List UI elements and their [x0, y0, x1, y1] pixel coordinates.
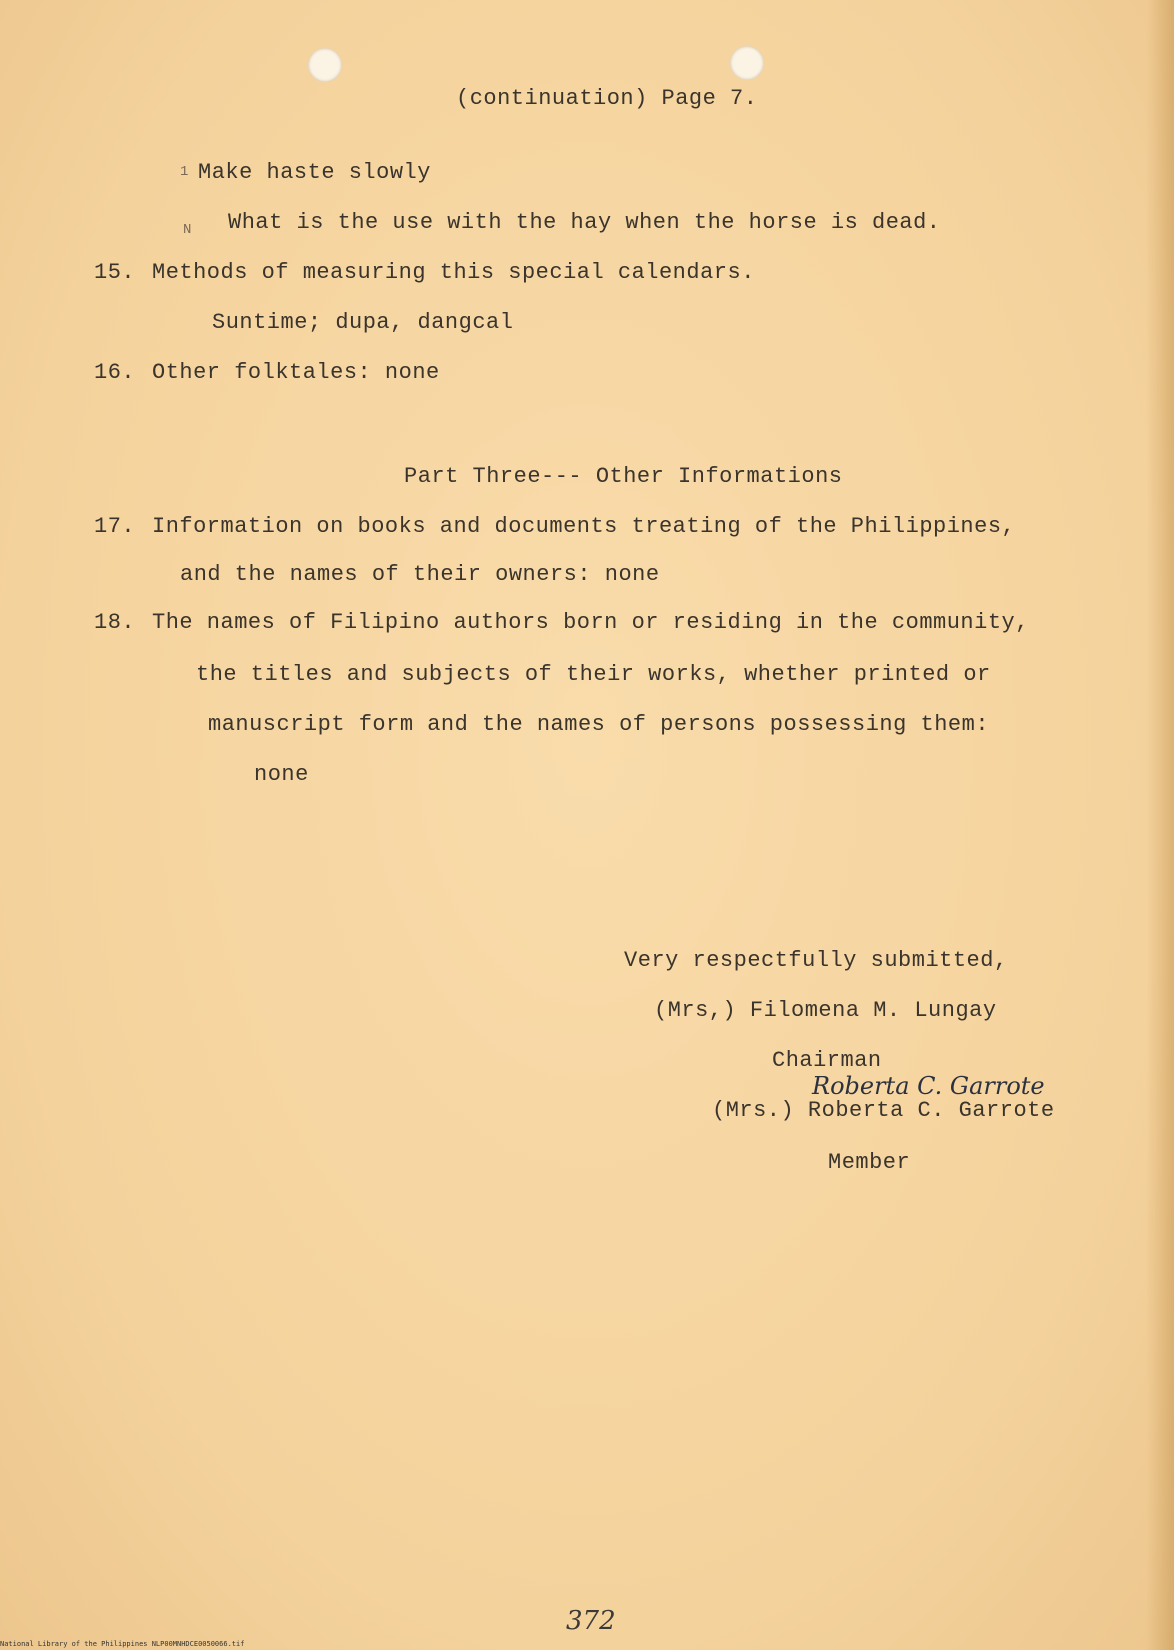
page-number: 372 — [566, 1606, 616, 1636]
section-18-line-4: none — [254, 762, 309, 787]
proverb-2: What is the use with the hay when the horse is dead. — [228, 210, 941, 235]
member-signature: Roberta C. Garrote — [812, 1072, 1045, 1100]
section-15-number: 15. — [94, 260, 136, 285]
section-18-line-3: manuscript form and the names of persons possessing them: — [208, 712, 990, 737]
section-16-label: Other folktales: none — [152, 360, 440, 385]
section-17-number: 17. — [94, 514, 136, 539]
section-17-line-1: Information on books and documents treating of the Philippines, — [152, 514, 1016, 539]
margin-mark-1: 1 — [180, 164, 189, 180]
section-15-answer: Suntime; dupa, dangcal — [212, 310, 514, 335]
archive-footer: National Library of the Philippines NLP00MNHDCE0050066.tif — [0, 1640, 245, 1648]
page-edge-shadow — [1146, 0, 1174, 1650]
chairman-name: (Mrs,) Filomena M. Lungay — [654, 998, 997, 1023]
chairman-title: Chairman — [772, 1048, 882, 1073]
proverb-1: Make haste slowly — [198, 160, 431, 185]
section-15-label: Methods of measuring this special calendars. — [152, 260, 755, 285]
member-title: Member — [828, 1150, 911, 1175]
punch-hole-left — [308, 48, 342, 82]
section-18-number: 18. — [94, 610, 136, 635]
section-18-line-1: The names of Filipino authors born or residing in the community, — [152, 610, 1029, 635]
section-16-number: 16. — [94, 360, 136, 385]
margin-mark-2: N — [183, 222, 192, 238]
page-header: (continuation) Page 7. — [456, 86, 758, 111]
closing-submitted: Very respectfully submitted, — [624, 948, 1008, 973]
section-17-line-2: and the names of their owners: none — [180, 562, 660, 587]
punch-hole-right — [730, 46, 764, 80]
part-three-heading: Part Three--- Other Informations — [404, 464, 843, 489]
section-18-line-2: the titles and subjects of their works, whether printed or — [196, 662, 991, 687]
member-name: (Mrs.) Roberta C. Garrote — [712, 1098, 1055, 1123]
